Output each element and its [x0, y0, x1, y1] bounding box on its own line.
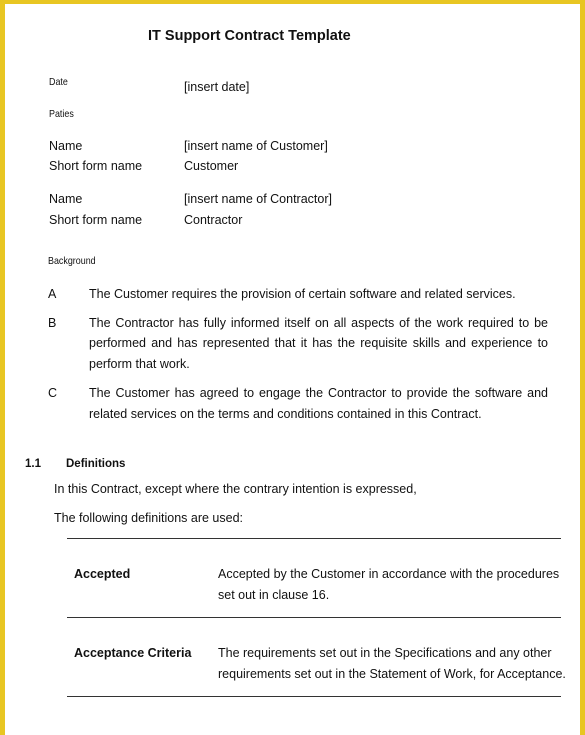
background-label: Background: [48, 255, 96, 267]
date-label: Date: [49, 76, 68, 88]
contractor-name-value: [insert name of Contractor]: [184, 192, 332, 206]
definition-text: Accepted by the Customer in accordance with the procedures: [218, 567, 560, 581]
definition-text: The requirements set out in the Specifications and any other: [218, 646, 552, 660]
background-line: performed and has represented that it has the requisite skills and experience to: [89, 336, 548, 350]
background-line: The Customer has agreed to engage the Contractor to provide the software and: [89, 386, 548, 400]
customer-name-label: Name: [49, 139, 83, 153]
background-line: related services on the terms and conditions contained in this Contract.: [89, 407, 482, 421]
section-intro: In this Contract, except where the contrary intention is expressed,: [54, 482, 417, 496]
definition-text: requirements set out in the Statement of Work, for Acceptance.: [218, 667, 566, 681]
customer-short-label: Short form name: [49, 159, 143, 173]
background-line: perform that work.: [89, 357, 190, 371]
section-intro: The following definitions are used:: [54, 511, 244, 525]
parties-label: Paties: [49, 108, 74, 120]
document-title: IT Support Contract Template: [148, 28, 351, 44]
contractor-short-value: Contractor: [184, 213, 243, 227]
table-rule: [67, 538, 561, 539]
date-value: [insert date]: [184, 80, 250, 94]
definition-term: Accepted: [74, 567, 131, 581]
customer-name-value: [insert name of Customer]: [184, 139, 328, 153]
section-heading: Definitions: [66, 458, 126, 470]
table-rule: [67, 617, 561, 618]
background-letter: B: [48, 316, 57, 330]
customer-short-value: Customer: [184, 159, 239, 173]
background-line: The Contractor has fully informed itself on all aspects of the work required to be: [89, 316, 548, 330]
definition-text: set out in clause 16.: [218, 588, 330, 602]
background-letter: A: [48, 287, 57, 301]
definition-term: Acceptance Criteria: [74, 646, 192, 660]
section-number: 1.1: [25, 458, 41, 470]
contractor-name-label: Name: [49, 192, 83, 206]
document-page: [5, 4, 580, 735]
table-rule: [67, 696, 561, 697]
background-line: The Customer requires the provision of certain software and related services.: [89, 287, 516, 301]
background-letter: C: [48, 386, 58, 400]
contractor-short-label: Short form name: [49, 213, 143, 227]
